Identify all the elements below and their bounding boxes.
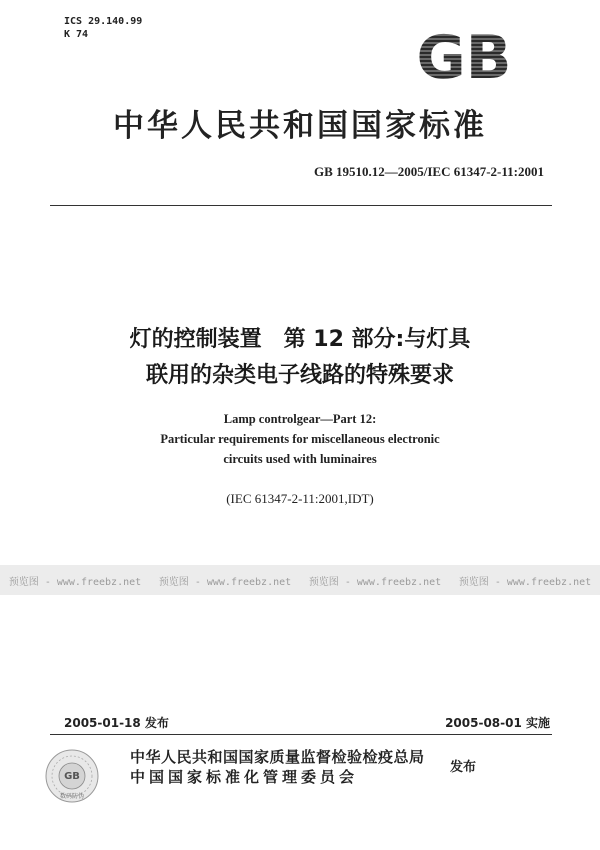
implementation-date: 2005-08-01 实施 xyxy=(445,716,550,730)
issuer-line-1: 中华人民共和国国家质量监督检验检疫总局 xyxy=(130,748,425,766)
standard-number: GB 19510.12—2005/IEC 61347-2-11:2001 xyxy=(313,164,544,179)
top-divider xyxy=(50,205,552,206)
watermark-band xyxy=(0,565,600,595)
iec-reference: (IEC 61347-2-11:2001,IDT) xyxy=(226,491,374,506)
chinese-title-line-1: 灯的控制装置 第 12 部分:与灯具 xyxy=(129,327,471,352)
chinese-title-line-2: 联用的杂类电子线路的特殊要求 xyxy=(145,363,454,388)
watermark-text: 预览图 - www.freebz.net xyxy=(158,576,292,588)
anti-counterfeit-seal-icon xyxy=(44,748,100,804)
ics-code: ICS 29.140.99 xyxy=(64,16,143,27)
watermark-text: 预览图 - www.freebz.net xyxy=(308,576,442,588)
watermark-text: 预览图 - www.freebz.net xyxy=(8,576,142,588)
english-title-line-1: Lamp controlgear—Part 12: xyxy=(223,412,377,426)
k-code: K 74 xyxy=(64,29,89,40)
svg-text:GB: GB xyxy=(64,771,80,782)
watermark-text: 预览图 - www.freebz.net xyxy=(458,576,592,588)
english-title-line-2: Particular requirements for miscellaneous electronic xyxy=(160,432,440,446)
publish-label: 发布 xyxy=(450,760,477,775)
gb-logo-icon xyxy=(400,28,528,84)
issuer-line-2: 中国国家标准化管理委员会 xyxy=(130,768,359,786)
svg-text:数码防伪: 数码防伪 xyxy=(59,793,85,800)
standard-title: 中华人民共和国国家标准 xyxy=(113,108,487,144)
english-title-line-3: circuits used with luminaires xyxy=(223,452,377,466)
svg-text:GB: GB xyxy=(416,28,512,84)
bottom-divider xyxy=(50,734,552,735)
issue-date: 2005-01-18 发布 xyxy=(64,716,169,730)
